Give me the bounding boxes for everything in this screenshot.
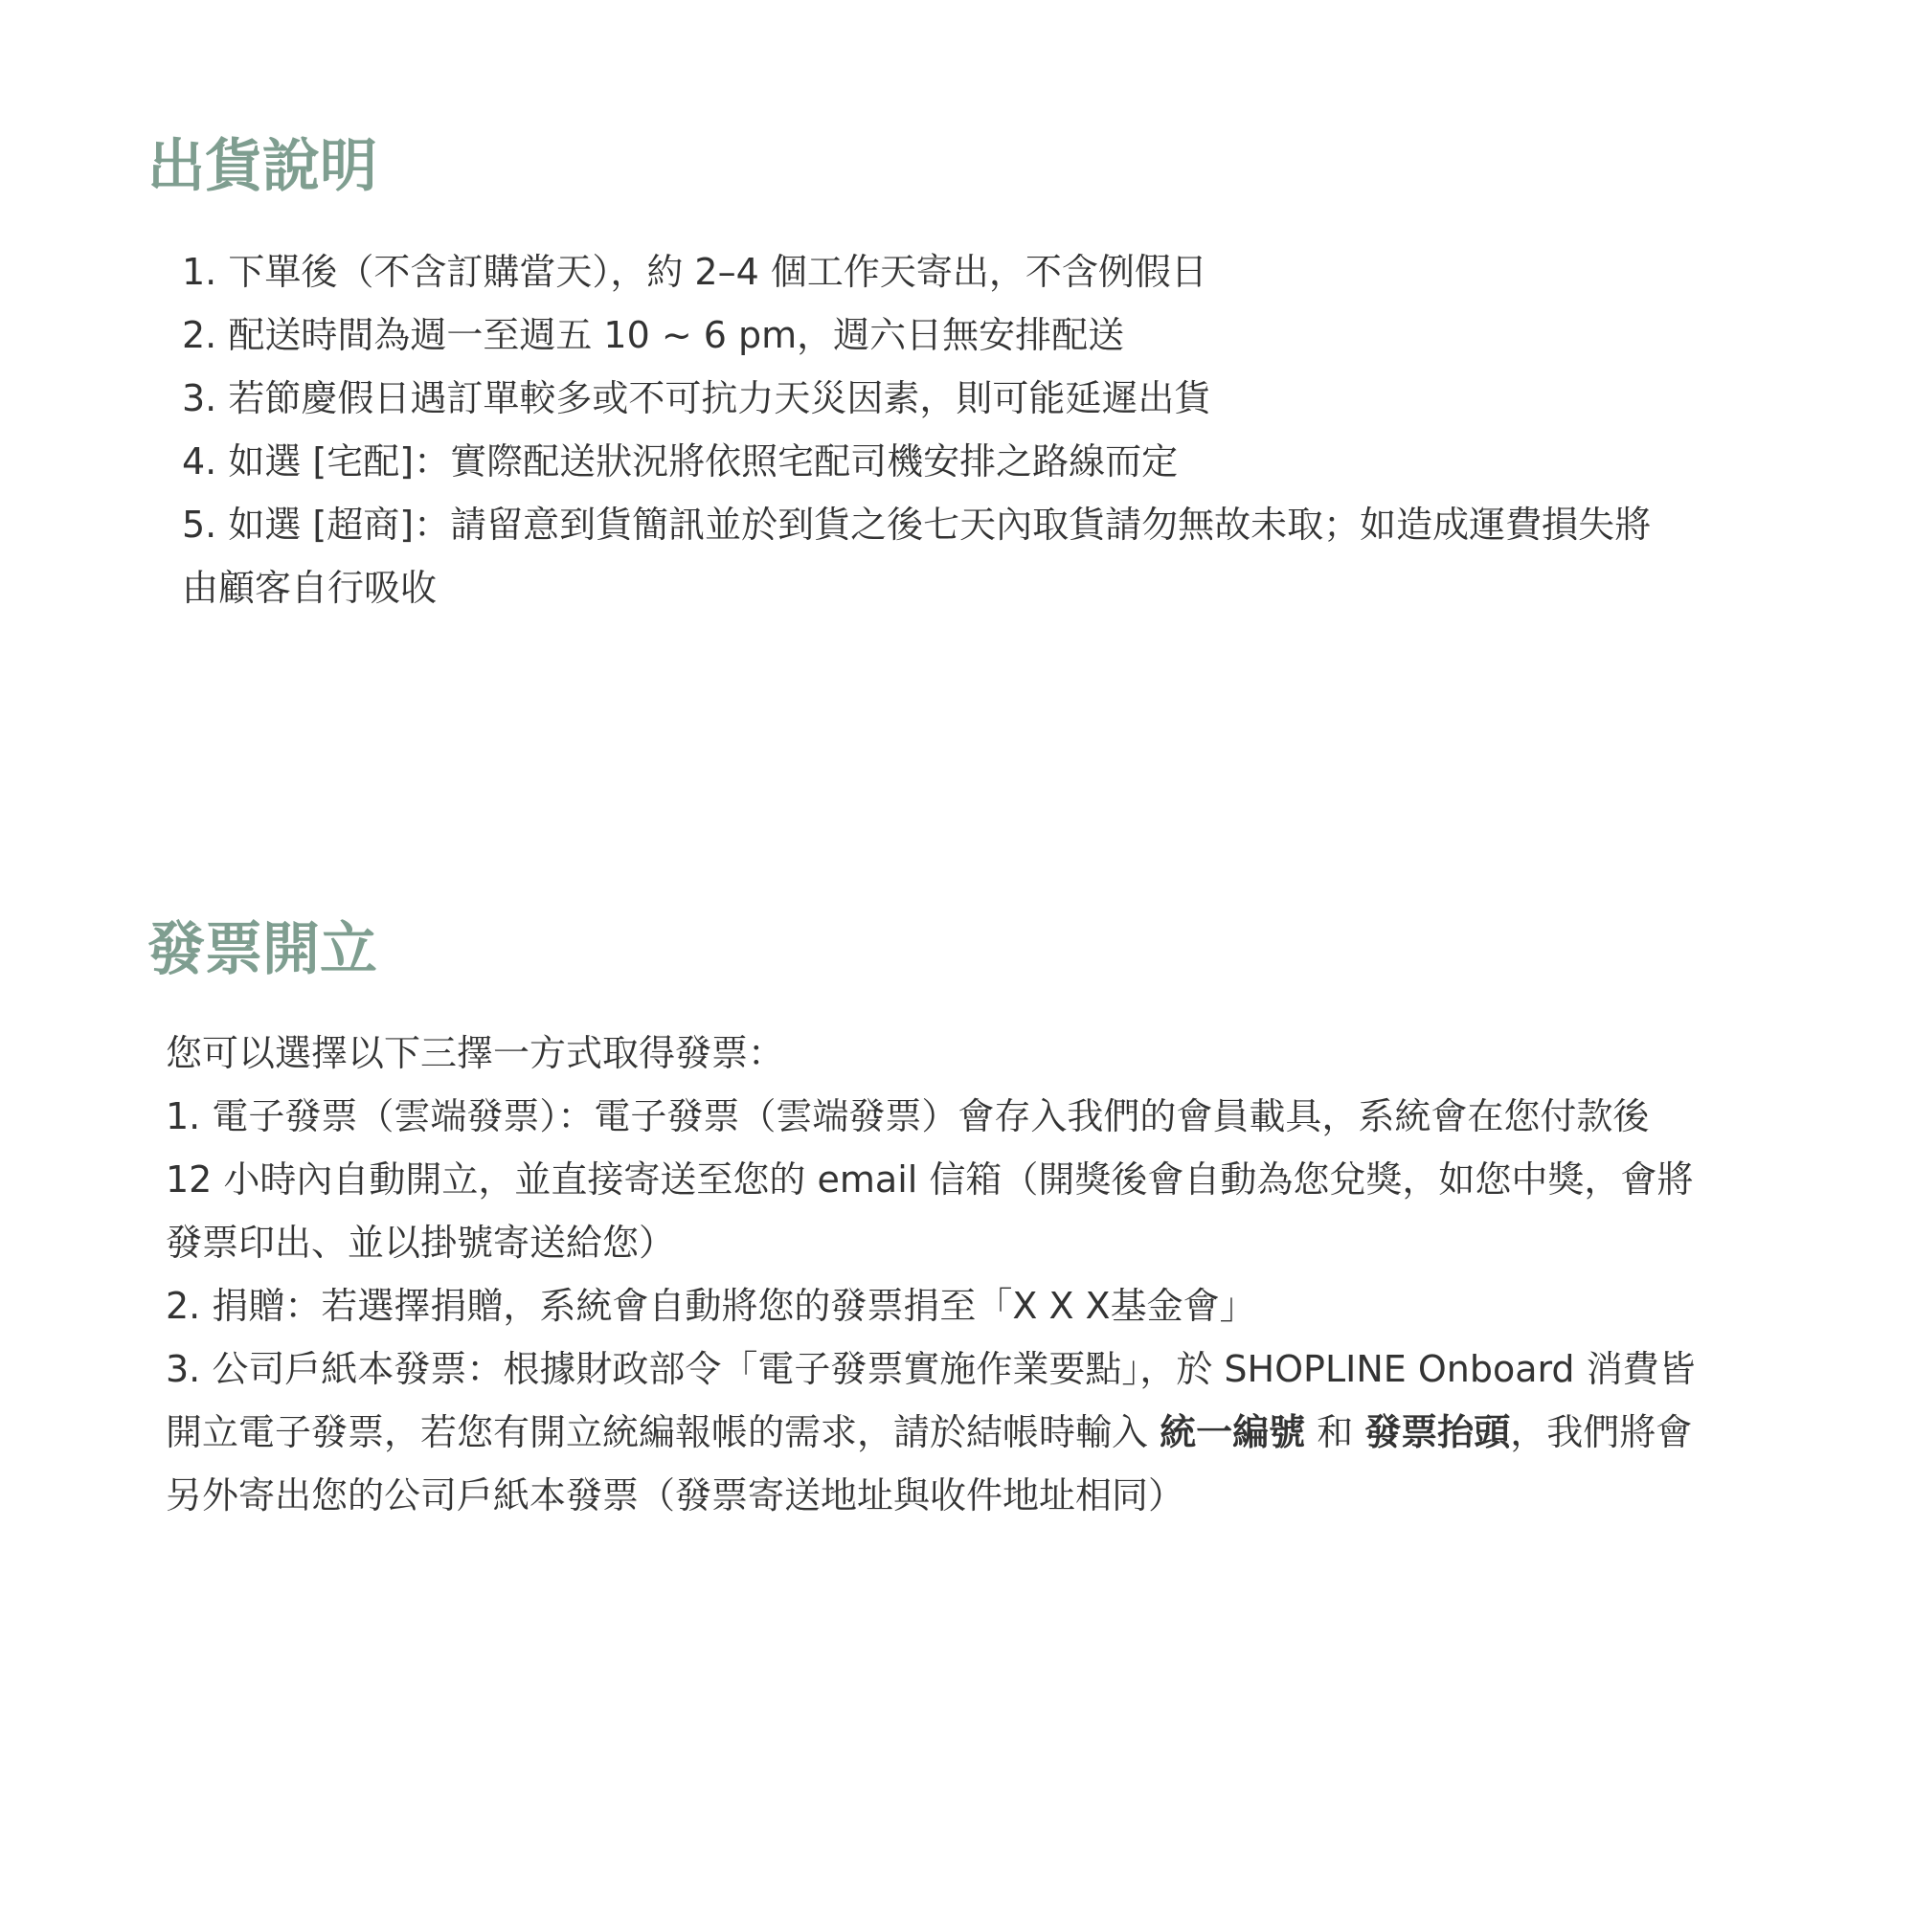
shipping-line-6: 由顧客自行吸收 <box>182 567 438 609</box>
tax-id-emphasis: 統一編號 <box>1160 1411 1306 1453</box>
invoice-title: 發票開立 <box>147 916 377 983</box>
invoice-line-7 <box>166 1411 1693 1453</box>
shipping-title: 出貨說明 <box>147 133 377 200</box>
shipping-line-4: 4. 如選 [宅配]：實際配送狀況將依照宅配司機安排之路線而定 <box>182 440 1179 483</box>
shipping-line-2: 2. 配送時間為週一至週五 10 ~ 6 pm，週六日無安排配送 <box>182 314 1125 356</box>
invoice-line-4: 發票印出、並以掛號寄送給您） <box>166 1222 676 1264</box>
invoice-line-5: 2. 捐贈：若選擇捐贈，系統會自動將您的發票捐至「X X X基金會」 <box>166 1285 1256 1327</box>
invoice-line-2: 1. 電子發票（雲端發票）：電子發票（雲端發票）會存入我們的會員載具，系統會在您付款後 <box>166 1095 1650 1137</box>
invoice-line-7-text-c: ，我們將會 <box>1510 1411 1693 1453</box>
shipping-line-5: 5. 如選 [超商]：請留意到貨簡訊並於到貨之後七天內取貨請勿無故未取；如造成運費損失將 <box>182 504 1652 546</box>
invoice-line-6: 3. 公司戶紙本發票：根據財政部令「電子發票實施作業要點」，於 SHOPLINE Onboard 消費皆 <box>166 1348 1696 1390</box>
invoice-line-1: 您可以選擇以下三擇一方式取得發票： <box>166 1032 785 1074</box>
shipping-line-3: 3. 若節慶假日遇訂單較多或不可抗力天災因素，則可能延遲出貨 <box>182 377 1211 419</box>
invoice-line-7-text-b: 和 <box>1305 1411 1365 1453</box>
shipping-line-1: 1. 下單後（不含訂購當天），約 2–4 個工作天寄出，不含例假日 <box>182 251 1207 293</box>
invoice-header-emphasis: 發票抬頭 <box>1364 1411 1511 1453</box>
invoice-line-3: 12 小時內自動開立，並直接寄送至您的 email 信箱（開獎後會自動為您兌獎，如您中獎，會將 <box>166 1158 1694 1201</box>
invoice-line-7-text-a: 開立電子發票，若您有開立統編報帳的需求，請於結帳時輸入 <box>166 1411 1160 1453</box>
invoice-line-8: 另外寄出您的公司戶紙本發票（發票寄送地址與收件地址相同） <box>166 1474 1185 1516</box>
